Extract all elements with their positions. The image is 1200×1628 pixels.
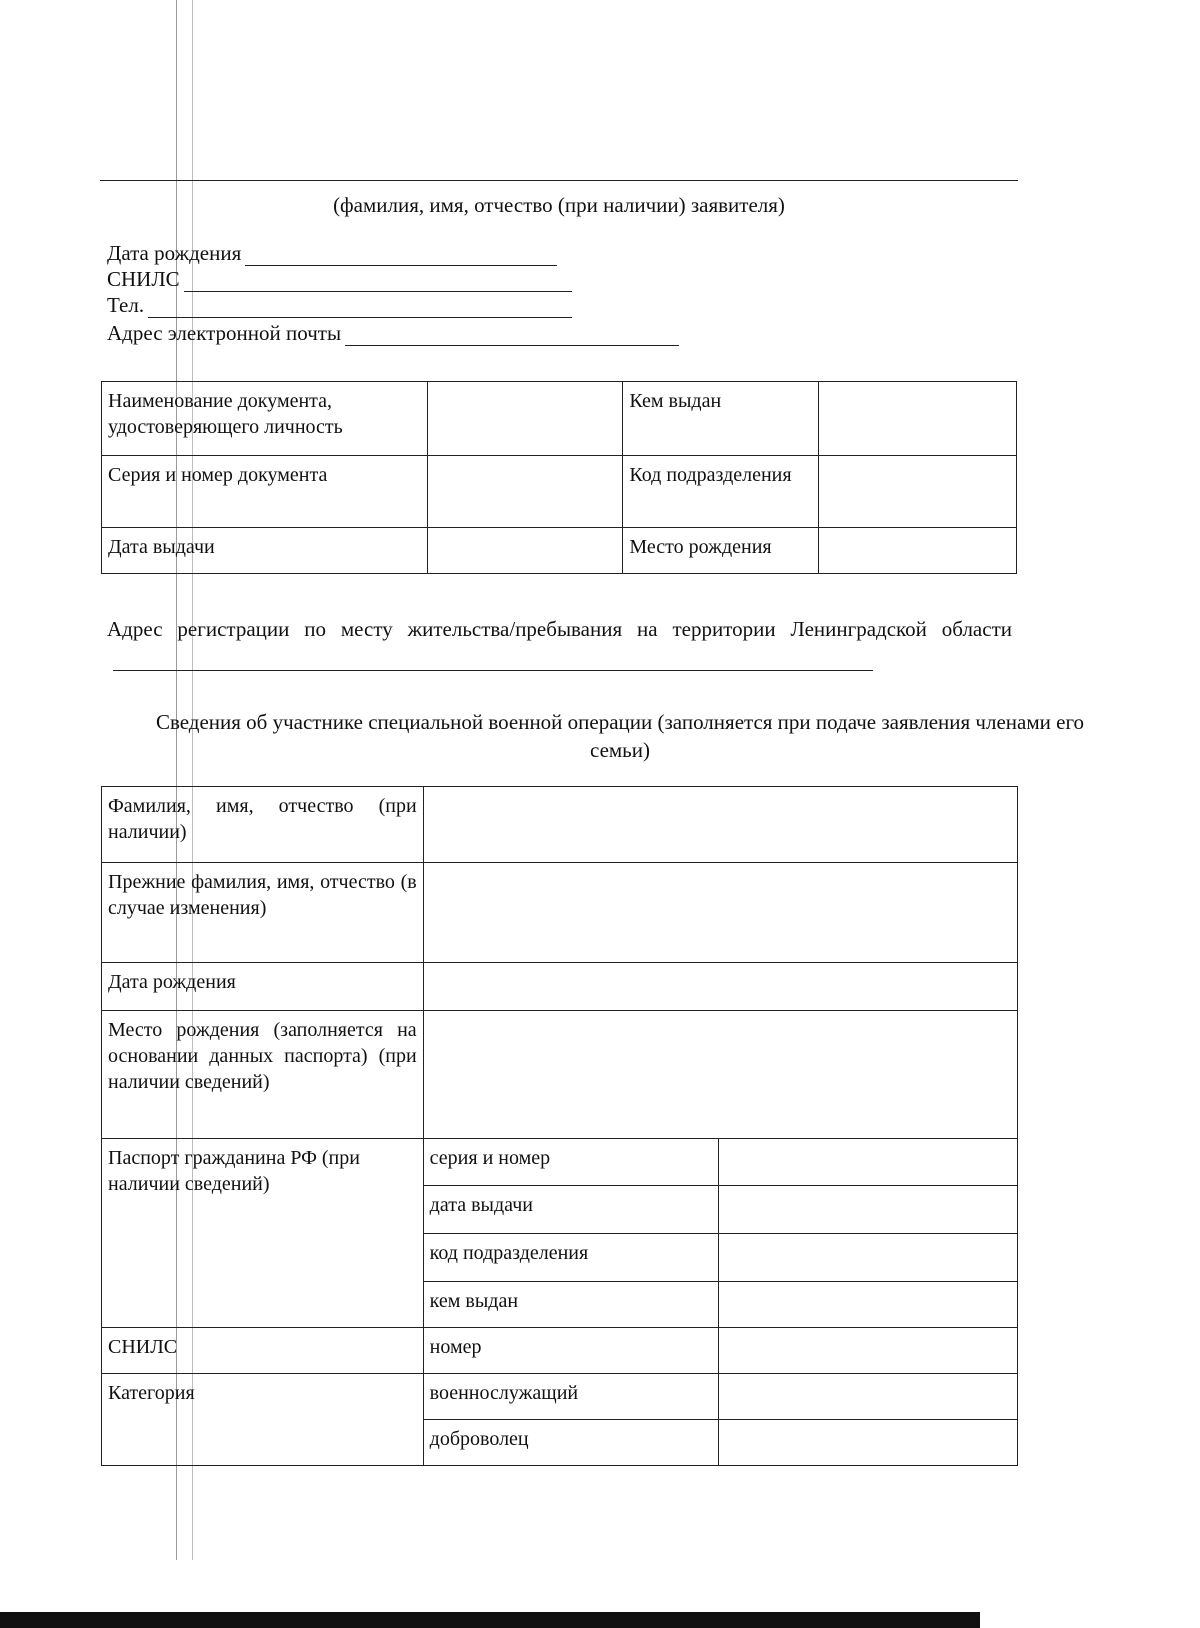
passport-code-label: код подразделения — [423, 1234, 719, 1282]
category-military-label: военнослужащий — [423, 1374, 719, 1420]
id-issued-by-cell[interactable] — [819, 382, 1017, 456]
id-birth-place-cell[interactable] — [819, 528, 1017, 574]
phone-field — [107, 292, 572, 318]
id-issued-by-label: Кем выдан — [623, 382, 819, 456]
applicant-name-line[interactable] — [100, 180, 1018, 181]
category-volunteer-label: доброволец — [423, 1420, 719, 1466]
id-division-code-cell[interactable] — [819, 456, 1017, 528]
participant-snils-label: СНИЛС — [102, 1328, 424, 1374]
registration-address — [107, 615, 1012, 671]
passport-date-label: дата выдачи — [423, 1186, 719, 1234]
participant-passport-label: Паспорт гражданина РФ (при наличии сведений) — [102, 1139, 424, 1328]
email-label: Адрес электронной почты — [107, 321, 342, 345]
participant-former-name-cell[interactable] — [423, 863, 1017, 963]
passport-date-cell[interactable] — [719, 1186, 1018, 1234]
id-birth-place-label: Место рождения — [623, 528, 819, 574]
id-issue-date-label: Дата выдачи — [102, 528, 428, 574]
participant-category-label: Категория — [102, 1374, 424, 1466]
participant-birth-date-cell[interactable] — [423, 963, 1017, 1011]
registration-address-input[interactable] — [113, 650, 873, 671]
participant-birth-place-label: Место рождения (заполняется на основании данных паспорта) (при наличии сведений) — [102, 1011, 424, 1139]
participant-full-name-cell[interactable] — [423, 787, 1017, 863]
snils-number-cell[interactable] — [719, 1328, 1018, 1374]
participant-full-name-label: Фамилия, имя, отчество (при наличии) — [102, 787, 424, 863]
id-series-number-cell[interactable] — [427, 456, 623, 528]
id-document-table — [101, 381, 1017, 574]
category-volunteer-cell[interactable] — [719, 1420, 1018, 1466]
passport-series-cell[interactable] — [719, 1139, 1018, 1186]
email-input[interactable] — [345, 325, 679, 346]
snils-field — [107, 266, 572, 292]
category-military-cell[interactable] — [719, 1374, 1018, 1420]
id-division-code-label: Код подразделения — [623, 456, 819, 528]
passport-code-cell[interactable] — [719, 1234, 1018, 1282]
birth-date-field — [107, 240, 557, 266]
id-doc-name-label: Наименование документа, удостоверяющего личность — [102, 382, 428, 456]
phone-label: Тел. — [107, 293, 145, 317]
participant-birth-date-label: Дата рождения — [102, 963, 424, 1011]
participant-section-heading: Сведения об участнике специальной военной операции (заполняется при подаче заявления членами его семьи) — [155, 710, 1085, 762]
id-doc-name-cell[interactable] — [427, 382, 623, 456]
applicant-name-caption: (фамилия, имя, отчество (при наличии) заявителя) — [333, 193, 785, 217]
birth-date-label: Дата рождения — [107, 241, 242, 265]
scan-bottom-edge — [0, 1612, 980, 1628]
birth-date-input[interactable] — [245, 245, 557, 266]
registration-address-label: Адрес регистрации по месту жительства/пребывания на территории Ленинградской области — [107, 617, 1012, 641]
participant-former-name-label: Прежние фамилия, имя, отчество (в случае изменения) — [102, 863, 424, 963]
id-issue-date-cell[interactable] — [427, 528, 623, 574]
id-series-number-label: Серия и номер документа — [102, 456, 428, 528]
snils-input[interactable] — [184, 271, 572, 292]
snils-number-label: номер — [423, 1328, 719, 1374]
email-field — [107, 320, 679, 346]
passport-issued-by-label: кем выдан — [423, 1282, 719, 1328]
participant-birth-place-cell[interactable] — [423, 1011, 1017, 1139]
snils-label: СНИЛС — [107, 267, 180, 291]
participant-table — [101, 786, 1018, 1466]
phone-input[interactable] — [148, 297, 572, 318]
passport-issued-by-cell[interactable] — [719, 1282, 1018, 1328]
passport-series-label: серия и номер — [423, 1139, 719, 1186]
